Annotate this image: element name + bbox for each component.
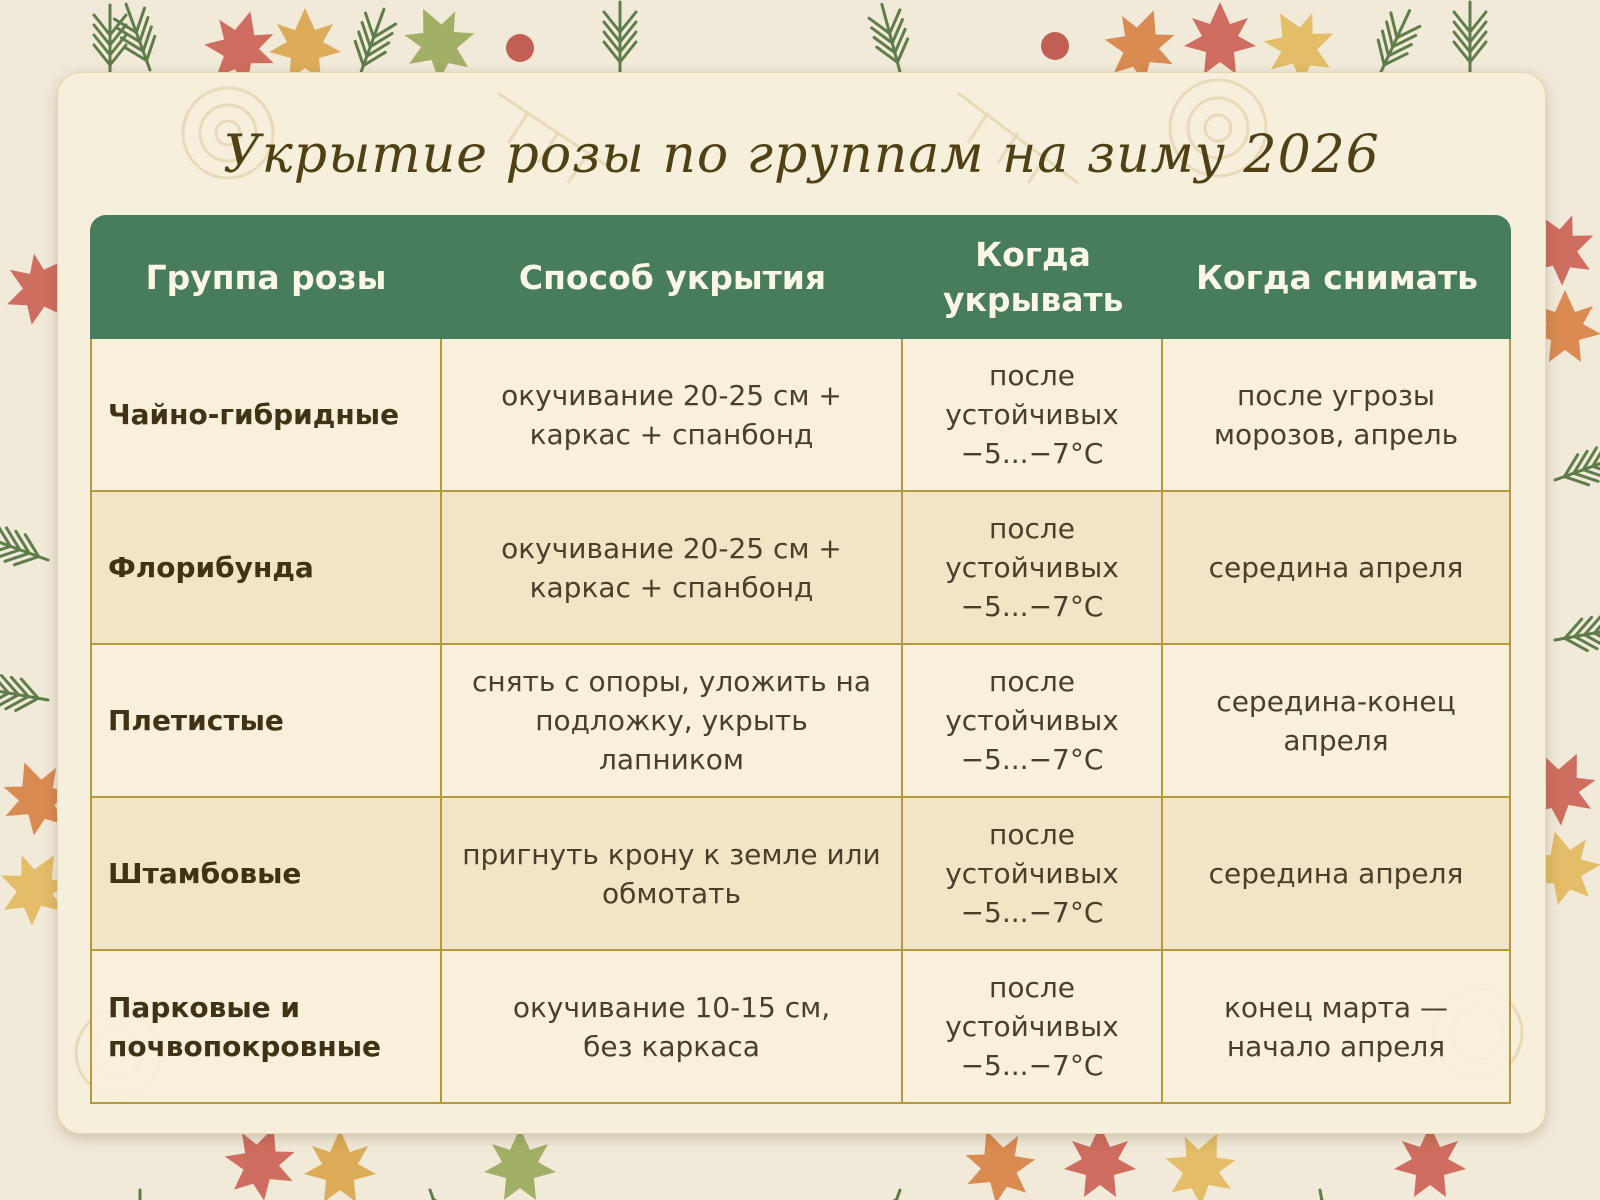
cover-method-cell: окучивание 20-25 см + каркас + спанбонд bbox=[442, 492, 903, 645]
table-row bbox=[90, 951, 1511, 1104]
when-remove-cell: середина-конец апреля bbox=[1163, 645, 1511, 798]
page-title: Укрытие розы по группам на зиму 2026 bbox=[223, 125, 1380, 185]
rose-group-cell: Флорибунда bbox=[90, 492, 442, 645]
when-remove-cell: после угрозы морозов, апрель bbox=[1163, 339, 1511, 492]
when-cover-cell: после устойчивых −5...−7°C bbox=[903, 339, 1163, 492]
rose-group-cell: Чайно-гибридные bbox=[90, 339, 442, 492]
cover-method-cell: снять с опоры, уложить на подложку, укрыть лапником bbox=[442, 645, 903, 798]
cover-method-cell: окучивание 10-15 см, без каркаса bbox=[442, 951, 903, 1104]
when-remove-cell: конец марта — начало апреля bbox=[1163, 951, 1511, 1104]
table-header-row bbox=[90, 215, 1511, 339]
rose-cover-table bbox=[90, 215, 1511, 1104]
column-header-group: Группа розы bbox=[90, 215, 442, 339]
column-header-method: Способ укрытия bbox=[442, 215, 903, 339]
rose-group-cell: Плетистые bbox=[90, 645, 442, 798]
when-remove-cell: середина апреля bbox=[1163, 492, 1511, 645]
table-row bbox=[90, 645, 1511, 798]
rose-cover-card bbox=[57, 72, 1546, 1134]
rose-group-cell: Парковые и почвопокровные bbox=[90, 951, 442, 1104]
column-header-when-cover: Когда укрывать bbox=[903, 215, 1163, 339]
column-header-when-remove: Когда снимать bbox=[1163, 215, 1511, 339]
when-cover-cell: после устойчивых −5...−7°C bbox=[903, 798, 1163, 951]
when-cover-cell: после устойчивых −5...−7°C bbox=[903, 951, 1163, 1104]
table-row bbox=[90, 798, 1511, 951]
table-row bbox=[90, 339, 1511, 492]
when-remove-cell: середина апреля bbox=[1163, 798, 1511, 951]
cover-method-cell: пригнуть крону к земле или обмотать bbox=[442, 798, 903, 951]
rose-group-cell: Штамбовые bbox=[90, 798, 442, 951]
when-cover-cell: после устойчивых −5...−7°C bbox=[903, 492, 1163, 645]
when-cover-cell: после устойчивых −5...−7°C bbox=[903, 645, 1163, 798]
cover-method-cell: окучивание 20-25 см + каркас + спанбонд bbox=[442, 339, 903, 492]
table-row bbox=[90, 492, 1511, 645]
